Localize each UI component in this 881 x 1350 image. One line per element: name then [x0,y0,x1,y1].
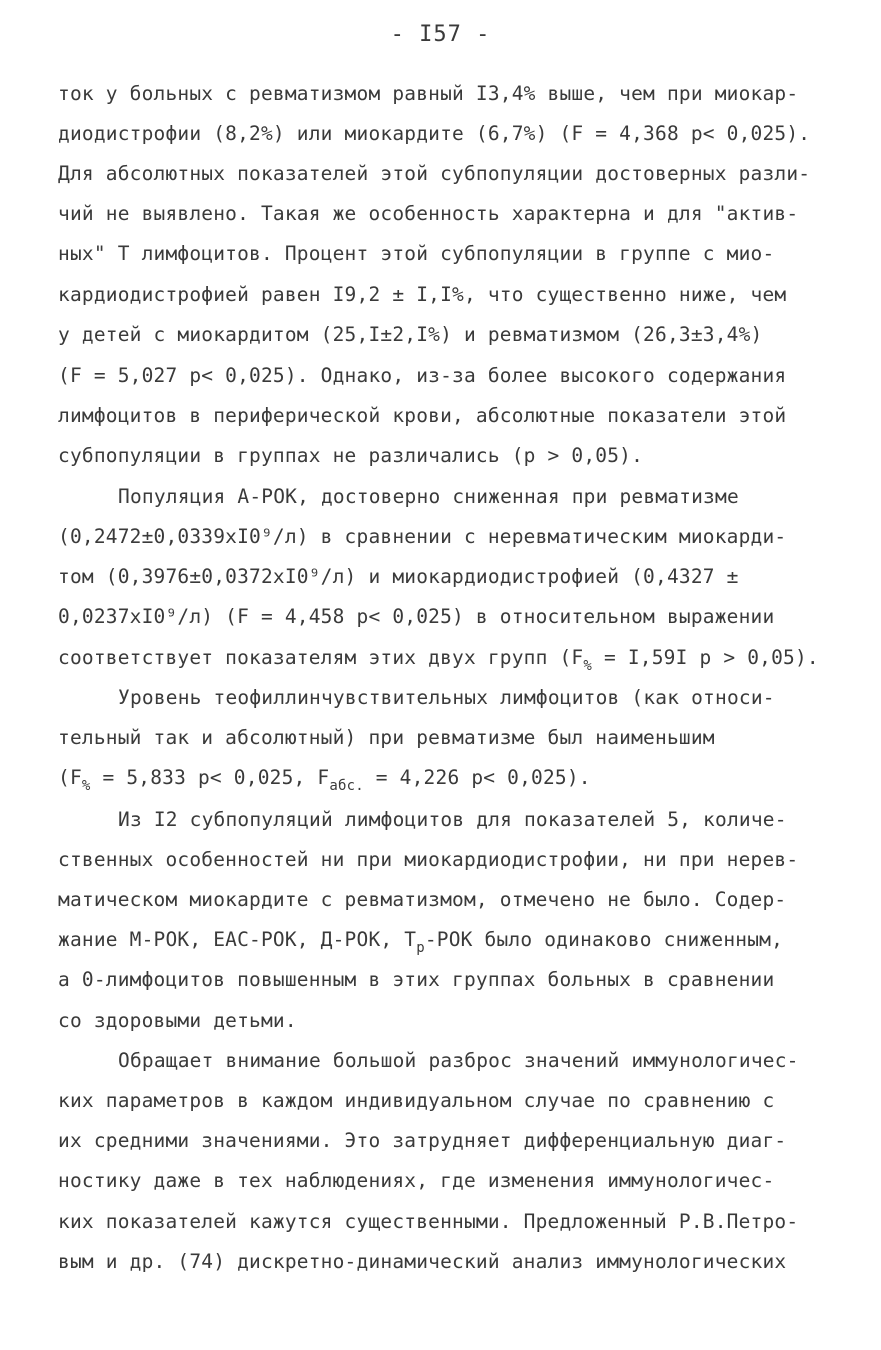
text-line: а 0-лимфоцитов повышенным в этих группах больных в сравнении [58,968,775,991]
text-line: Из I2 субпопуляций лимфоцитов для показателей 5, количе- [118,808,787,831]
text-line: матическом миокардите с ревматизмом, отмечено не было. Содер- [58,888,787,911]
text-segment: соответствует показателям этих двух групп (F [58,646,584,669]
text-line: субпопуляции в группах не различались (p > 0,05). [58,444,644,467]
text-line: (0,2472±0,0339xI0⁹/л) в сравнении с неревматическим миокарди- [58,525,787,548]
text-line: Для абсолютных показателей этой субпопуляции достоверных разли- [58,162,811,185]
page-number: - I57 - [390,22,491,47]
text-line: их средними значениями. Это затрудняет дифференциальную диаг- [58,1129,787,1152]
text-line: 0,0237xI0⁹/л) (F = 4,458 p< 0,025) в относительном выражении [58,605,775,628]
text-segment: жание М-РОК, ЕАС-РОК, Д-РОК, Т [58,928,417,951]
text-segment: (F [58,766,82,789]
text-line: вым и др. (74) дискретно-динамический анализ иммунологических [58,1250,787,1273]
text-line: у детей с миокардитом (25,I±2,I%) и ревматизмом (26,3±3,4%) [58,323,763,346]
subscript: абс. [329,778,364,794]
text-line: ких параметров в каждом индивидуальном случае по сравнению с [58,1089,775,1112]
text-segment: -РОК было одинаково сниженным, [424,928,784,951]
text-line: (F = 5,027 p< 0,025). Однако, из-за более высокого содержания [58,364,787,387]
text-line [58,644,828,674]
text-line: диодистрофии (8,2%) или миокардите (6,7%) (F = 4,368 p< 0,025). [58,122,811,145]
text-line: ственных особенностей ни при миокардиодистрофии, ни при нерев- [58,848,799,871]
subscript: % [583,658,593,674]
text-line: чий не выявлено. Такая же особенность характерна и для "актив- [58,202,799,225]
text-line [58,764,828,794]
text-segment: = 5,833 p< 0,025, F [90,766,330,789]
text-line: Уровень теофиллинчувствительных лимфоцитов (как относи- [118,686,775,709]
text-line: том (0,3976±0,0372xI0⁹/л) и миокардиодистрофией (0,4327 ± [58,565,739,588]
text-segment: = I,59I p > 0,05). [592,646,819,669]
subscript: % [81,778,91,794]
text-segment: = 4,226 p< 0,025). [363,766,591,789]
text-line [58,926,828,956]
text-line: Обращает внимание большой разброс значений иммунологичес- [118,1049,799,1072]
text-line: ностику даже в тех наблюдениях, где изменения иммунологичес- [58,1169,775,1192]
text-line: ных" Т лимфоцитов. Процент этой субпопуляции в группе с мио- [58,242,775,265]
text-line: Популяция А-РОК, достоверно сниженная при ревматизме [118,485,739,508]
text-line: тельный так и абсолютный) при ревматизме был наименьшим [58,726,715,749]
text-line: кардиодистрофией равен I9,2 ± I,I%, что существенно ниже, чем [58,283,787,306]
text-line: лимфоцитов в периферической крови, абсолютные показатели этой [58,404,787,427]
text-line: ких показателей кажутся существенными. Предложенный Р.В.Петро- [58,1210,799,1233]
text-line: со здоровыми детьми. [58,1009,297,1032]
text-line: ток у больных с ревматизмом равный I3,4% выше, чем при миокар- [58,82,799,105]
subscript: р [416,940,425,956]
